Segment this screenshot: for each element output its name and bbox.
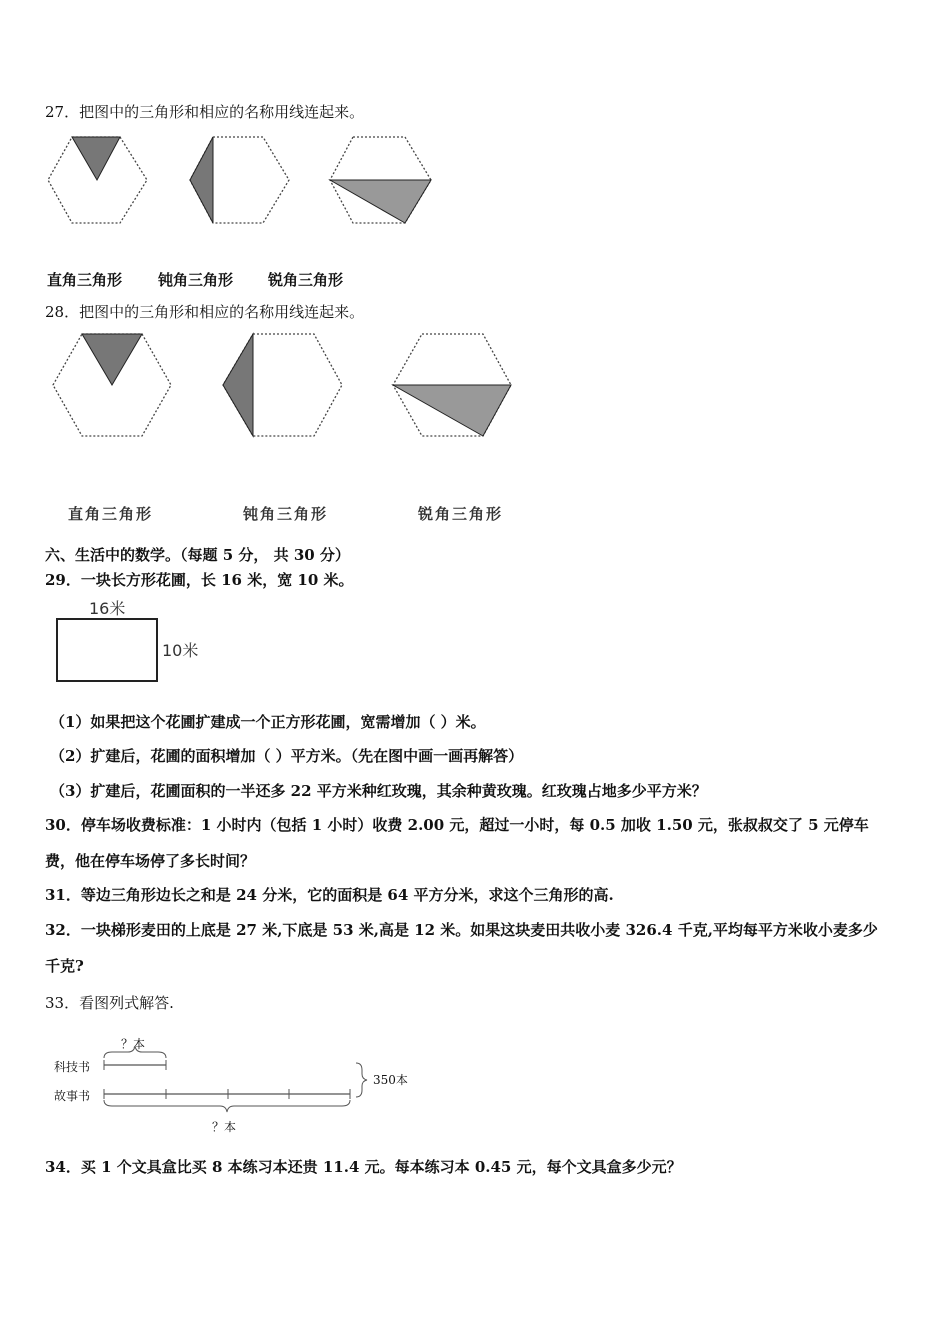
q28-hexagon-1 [53,334,171,436]
section-6-title: 六、生活中的数学。（每题 5 分， 共 30 分） [45,546,350,564]
q28-hexagon-2 [223,334,342,436]
q34-text: 34．买 1 个文具盒比买 8 本练习本还贵 11.4 元。每本练习本 0.45 元，每个文具盒多少元？ [45,1158,682,1176]
q28-hexagon-3 [393,334,511,436]
q29-rectangle [56,618,166,688]
q28-text: 28．把图中的三角形和相应的名称用线连起来。 [45,303,365,321]
q27-hexagon-3 [330,137,431,223]
q33-bottom-question: ？本 [212,1120,237,1134]
q29-sub2: （2）扩建后，花圃的面积增加（ ）平方米。（先在图中画一画再解答） [50,747,524,765]
q29-fig-width: 10米 [162,641,199,660]
q28-label-acute: 锐角三角形 [418,505,504,523]
q29-fig-length: 16米 [89,599,126,618]
q27-figures [40,130,460,230]
q30-line1: 30．停车场收费标准：1 小时内（包括 1 小时）收费 2.00 元，超过一小时，每 0.5 加收 1.50 元，张叔叔交了 5 元停车 [45,816,869,834]
q28-figures [50,330,530,450]
q33-diagram [0,1040,380,1150]
q29-text: 29．一块长方形花圃，长 16 米，宽 10 米。 [45,571,354,589]
q33-top-brace [104,1046,166,1058]
q30-line2: 费，他在停车场停了多长时间？ [45,852,256,870]
q33-text: 33．看图列式解答. [45,994,174,1012]
q33-top-question: ？本 [121,1037,146,1051]
q32-line1: 32．一块梯形麦田的上底是 27 米,下底是 53 米,高是 12 米。如果这块麦田共收小麦 326.4 千克,平均每平方米收小麦多少 [45,921,878,939]
q27-label-acute: 锐角三角形 [268,271,344,289]
q28-label-right: 直角三角形 [68,505,154,523]
q27-label-obtuse: 钝角三角形 [158,271,234,289]
q28-label-obtuse: 钝角三角形 [243,505,329,523]
q29-sub3: （3）扩建后，花圃面积的一半还多 22 平方米种红玫瑰，其余种黄玫瑰。红玫瑰占地多少平方米？ [50,782,707,800]
q27-hexagon-2 [190,137,289,223]
q29-sub1: （1）如果把这个花圃扩建成一个正方形花圃，宽需增加（ ）米。 [50,713,486,731]
q27-label-right: 直角三角形 [47,271,123,289]
q27-text: 27．把图中的三角形和相应的名称用线连起来。 [45,103,365,121]
q33-bottom-brace [104,1100,350,1112]
q33-right-brace [356,1063,367,1097]
q32-line2: 千克? [45,957,84,975]
q33-total: 350本 [373,1073,408,1087]
q31-text: 31．等边三角形边长之和是 24 分米，它的面积是 64 平方分米，求这个三角形的高. [45,886,614,904]
q33-label-science: 科技书 [54,1060,91,1074]
q33-label-story: 故事书 [54,1089,91,1103]
q27-hexagon-1 [48,137,147,223]
